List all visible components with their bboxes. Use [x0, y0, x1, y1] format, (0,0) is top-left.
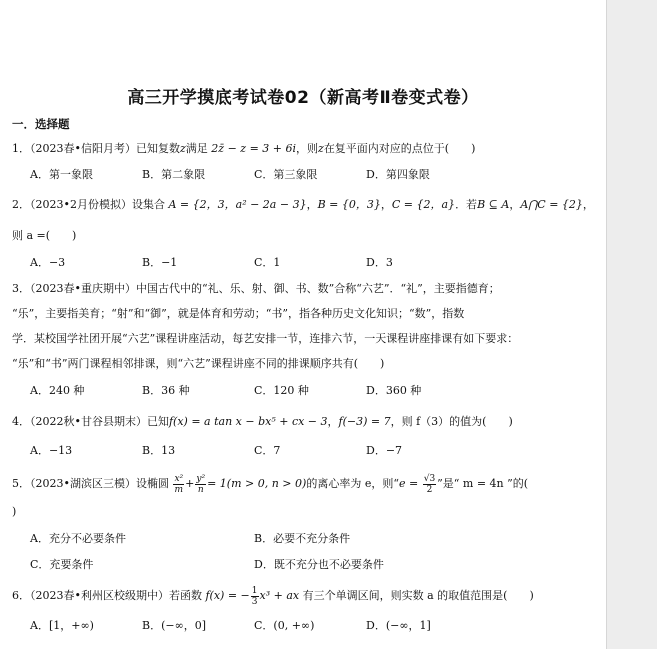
q3-option-b: B．36 种 [142, 384, 190, 397]
q1-option-c: C．第三象限 [254, 168, 318, 181]
q1-option-b: B．第二象限 [142, 168, 206, 181]
question-3-line: “乐”和“书”两门课程相邻排课，则“六艺”课程讲座不同的排课顺序共有( ) [12, 357, 385, 370]
question-3-line: 3．（2023春•重庆期中）中国古代中的“礼、乐、射、御、书、数”合称“六艺”．“礼”，主要指德育； [12, 282, 500, 295]
question-2-stem-line2: 则 a =( ) [12, 229, 77, 242]
question-1-stem: 1．（2023春•信阳月考）已知复数z满足 2z̄ − z = 3 + 6i，则z在复平面内对应的点位于( ) [12, 142, 476, 155]
viewer-gutter [606, 0, 657, 649]
fraction-one-third: $\frac{1}{3}$ [251, 585, 258, 607]
q5-option-d: D．既不充分也不必要条件 [254, 558, 384, 571]
q3-option-a: A．240 种 [30, 384, 85, 397]
q2-option-c: C．1 [254, 256, 281, 269]
q6-option-d: D．(−∞，1] [366, 619, 431, 632]
page-title: 高三开学摸底考试卷02（新高考Ⅱ卷变式卷） [127, 88, 479, 108]
q1-option-d: D．第四象限 [366, 168, 430, 181]
q5-option-a: A．充分不必要条件 [30, 532, 126, 545]
q4-option-a: A．−13 [30, 444, 73, 457]
q5-option-c: C．充要条件 [30, 558, 94, 571]
question-5-stem: 5．（2023•湖滨区三模）设椭圆 $\frac{\text{x²}}{m}$ + $\frac{\text{y²}}{n}$ = 1(m > 0, n > 0)的离心率为 e，则“e = $\frac{√3}{2}$ ”是“ m = 4n ”的( [12, 473, 529, 495]
q2-option-d: D．3 [366, 256, 393, 269]
q1-equation: 2z̄ − z = 3 + 6i [211, 142, 297, 155]
q3-option-c: C．120 种 [254, 384, 309, 397]
question-6-stem: 6．（2023春•利州区校级期中）若函数 f(x) = − $\frac{1}{3}$ x³ + ax 有三个单调区间，则实数 a 的取值范围是( ) [12, 585, 534, 607]
q4-option-c: C．7 [254, 444, 281, 457]
q3-option-d: D．360 种 [366, 384, 422, 397]
q5-option-b: B．必要不充分条件 [254, 532, 351, 545]
q2-option-a: A．−3 [30, 256, 66, 269]
q6-option-a: A．[1，+∞) [30, 619, 94, 632]
question-4-stem: 4．（2022秋•甘谷县期末）已知f(x) = a tan x − bx⁵ + cx − 3，f(−3) = 7，则 f（3）的值为( ) [12, 415, 513, 428]
question-2-stem: 2．（2023•2月份模拟）设集合 A = {2，3，a² − 2a − 3}，B = {0，3}，C = {2，a}．若B ⊆ A，A⋂C = {2}， [12, 198, 594, 211]
q4-option-d: D．−7 [366, 444, 403, 457]
q4-option-b: B．13 [142, 444, 176, 457]
fraction-x2-m: $\frac{\text{x²}}{m}$ [174, 473, 184, 495]
q6-option-c: C．(0, +∞) [254, 619, 315, 632]
question-3-line: 学．某校国学社团开展“六艺”课程讲座活动，每艺安排一节，连排六节，一天课程讲座排课有如下要求： [12, 332, 519, 345]
q6-option-b: B．(−∞，0] [142, 619, 207, 632]
question-3-line: “乐”，主要指美育；“射”和“御”，就是体育和劳动；“书”，指各种历史文化知识；“数”，指数 [12, 307, 465, 320]
fraction-sqrt3-2: $\frac{√3}{2}$ [423, 473, 436, 495]
question-5-stem-line2: ) [12, 505, 17, 518]
q1-option-a: A．第一象限 [30, 168, 93, 181]
fraction-y2-n: $\frac{\text{y²}}{n}$ [196, 473, 206, 495]
section-heading: 一．选择题 [12, 117, 70, 131]
q2-option-b: B．−1 [142, 256, 178, 269]
